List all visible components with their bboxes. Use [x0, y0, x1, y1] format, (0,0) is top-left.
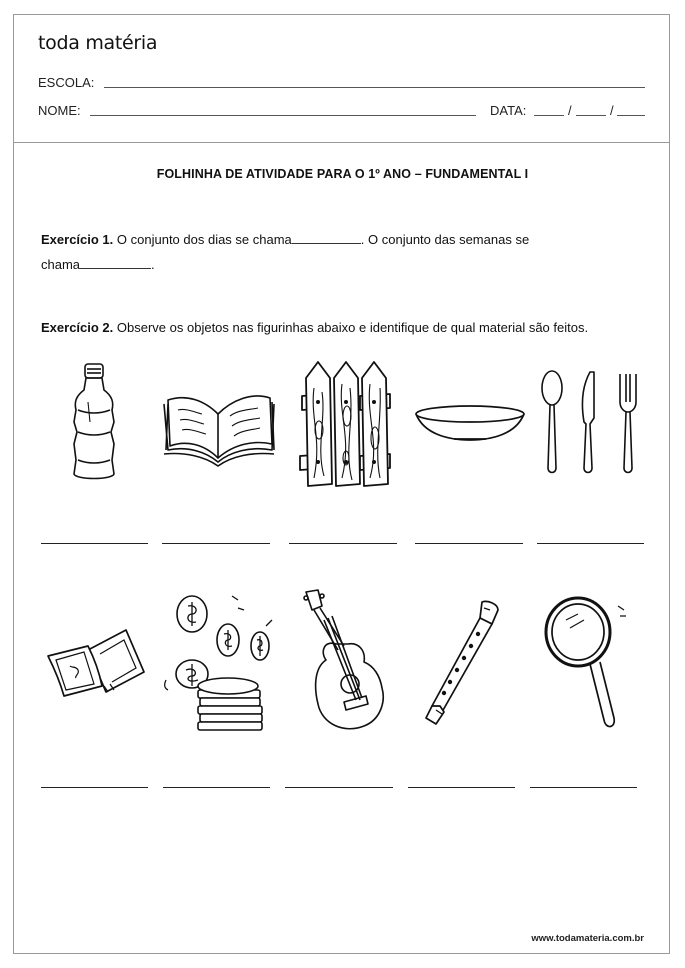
- school-field[interactable]: [104, 87, 645, 88]
- guitar-icon: [300, 588, 390, 736]
- exercise-1-text: .: [151, 257, 155, 272]
- answer-line[interactable]: [285, 787, 393, 788]
- date-label: DATA:: [490, 103, 527, 118]
- bowl-icon: [414, 404, 526, 442]
- exercise-1-text: . O conjunto das semanas se: [360, 232, 530, 247]
- date-day-field[interactable]: [534, 115, 564, 116]
- answer-line[interactable]: [163, 787, 270, 788]
- name-label: NOME:: [38, 103, 81, 118]
- answer-line[interactable]: [162, 543, 270, 544]
- header-divider: [13, 142, 670, 143]
- exercise-1-line-2: [41, 252, 644, 277]
- open-book-icon: [160, 374, 278, 468]
- exercise-2: [41, 315, 661, 340]
- answer-line[interactable]: [537, 543, 644, 544]
- brand-logo: toda matéria: [38, 32, 158, 54]
- cutlery-icon: [538, 368, 642, 478]
- date-month-field[interactable]: [576, 115, 606, 116]
- website-url: www.todamateria.com.br: [531, 933, 644, 944]
- answer-line[interactable]: [408, 787, 515, 788]
- exercise-1-text: chama: [41, 257, 81, 272]
- hand-mirror-icon: [540, 594, 636, 734]
- answer-line[interactable]: [41, 543, 148, 544]
- answer-line[interactable]: [289, 543, 397, 544]
- name-field[interactable]: [90, 115, 476, 116]
- date-year-field[interactable]: [617, 115, 645, 116]
- page-title: FOLHINHA DE ATIVIDADE PARA O 1º ANO – FUNDAMENTAL I: [156, 167, 529, 181]
- answer-line[interactable]: [41, 787, 148, 788]
- exercise-1-text: O conjunto dos dias se chama: [116, 232, 292, 247]
- answer-line[interactable]: [530, 787, 637, 788]
- banknotes-icon: [44, 626, 148, 700]
- plastic-bottle-icon: [68, 362, 120, 484]
- exercise-1-label: Exercício 1.: [41, 232, 114, 247]
- exercise-2-label: Exercício 2.: [41, 320, 114, 335]
- date-separator: /: [568, 103, 572, 118]
- exercise-1-blank-2[interactable]: [80, 256, 151, 269]
- wooden-fence-icon: [294, 358, 394, 490]
- exercise-1-blank-1[interactable]: [292, 231, 361, 244]
- school-label: ESCOLA:: [38, 75, 95, 90]
- exercise-2-text: Observe os objetos nas figurinhas abaixo e identifique de qual material são feitos.: [116, 320, 589, 335]
- date-separator: /: [610, 103, 614, 118]
- recorder-flute-icon: [424, 598, 504, 728]
- exercise-1: [41, 227, 644, 252]
- answer-line[interactable]: [415, 543, 523, 544]
- coins-icon: [162, 590, 280, 738]
